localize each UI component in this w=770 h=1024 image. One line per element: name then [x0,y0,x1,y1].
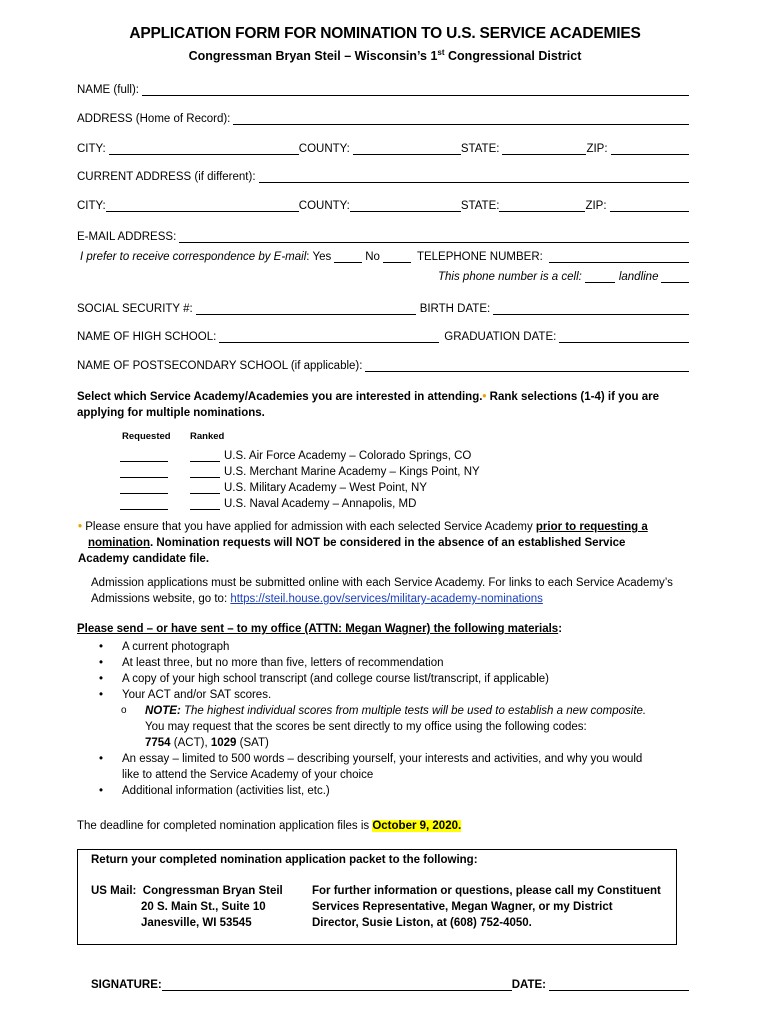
footnote-marker: • [78,521,83,533]
materials-list [77,639,689,799]
list-item [77,639,689,655]
current-city-row [77,196,689,212]
landline-label: landline [618,271,659,283]
yes-field[interactable] [334,250,362,263]
list-item [77,655,689,671]
ranked-field[interactable] [190,465,220,478]
email-row [77,227,689,243]
name-label: NAME (full): [77,84,139,96]
current-address-label: CURRENT ADDRESS (if different): [77,171,256,183]
current-city-label: CITY: [77,200,106,212]
requested-field[interactable] [120,465,168,478]
landline-field[interactable] [661,270,689,283]
high-school-field[interactable] [219,330,439,343]
selection-instructions [77,389,689,421]
signature-field[interactable] [162,978,512,991]
high-school-row [77,327,689,343]
current-city-field[interactable] [106,199,299,212]
list-item-text: At least three, but no more than five, letters of recommendation [122,657,444,669]
contact-info: For further information or questions, please call my Constituent Services Representative, Megan Wagner, or my District Director, Susie Liston, at (608) 752-4050. [312,885,661,929]
ranked-field[interactable] [190,449,220,462]
notice-warning: . Nomination requests will NOT be considered in the absence of an established Service Academy candidate file. [78,537,626,565]
essay-text-cont: like to attend the Service Academy of your choice [122,769,374,781]
bullet: • [99,673,104,685]
subtitle-tail: Congressional District [444,49,582,64]
application-notice [78,519,678,567]
requested-field[interactable] [120,497,168,510]
city-field[interactable] [109,142,299,155]
no-label: No [365,251,380,263]
academy-name: U.S. Merchant Marine Academy – Kings Point, NY [224,466,480,478]
list-sub-item [77,703,689,719]
sat-code-label: (SAT) [236,737,269,749]
subtitle-ordinal: st [437,48,445,57]
deadline-line [77,818,689,834]
note-label: NOTE: [145,705,181,717]
list-item [77,671,689,687]
postsecondary-label: NAME OF POSTSECONDARY SCHOOL (if applicable): [77,360,363,372]
date-label: DATE: [511,979,546,991]
zip-field[interactable] [611,142,689,155]
current-zip-label: ZIP: [585,200,607,212]
telephone-label: TELEPHONE NUMBER: [416,251,543,263]
requested-field[interactable] [120,449,168,462]
postsecondary-field[interactable] [365,359,689,372]
requested-field[interactable] [120,481,168,494]
academy-name: U.S. Naval Academy – Annapolis, MD [224,498,417,510]
state-label: STATE: [460,143,500,155]
name-row [77,80,689,96]
notice-emphasis-2: nomination [88,537,150,549]
admission-info [91,575,681,607]
address-row [77,109,689,125]
no-field[interactable] [383,250,411,263]
yes-label: : Yes [306,251,332,263]
postsecondary-row [77,356,689,372]
footnote-marker: • [482,391,487,403]
list-item-text: A copy of your high school transcript (and college course list/transcript, if applicable) [122,673,549,685]
essay-text: An essay – limited to 500 words – describing yourself, your interests and activities, and why you would [122,753,643,765]
bullet: • [99,785,104,797]
address-label: ADDRESS (Home of Record): [77,113,231,125]
graduation-date-field[interactable] [559,330,689,343]
deadline-date: October 9, 2020. [372,820,462,832]
score-codes [77,735,689,751]
mailing-address [91,883,283,931]
academy-row-military [120,478,427,494]
zip-label: ZIP: [586,143,608,155]
state-field[interactable] [502,142,586,155]
essay-continuation [77,767,689,783]
return-info-box [77,849,677,945]
telephone-field[interactable] [549,250,689,263]
sub-bullet: o [121,705,127,716]
return-box-title: Return your completed nomination application packet to the following: [91,854,478,866]
bullet: • [99,641,104,653]
list-item [77,783,689,799]
mail-label: US Mail: [91,885,137,897]
current-county-label: COUNTY: [298,200,350,212]
high-school-label: NAME OF HIGH SCHOOL: [77,331,217,343]
admission-text: Admission applications must be submitted online with each Service Academy. For links to each Service Academy’s Admissions website, go to: [91,577,673,605]
academy-name: U.S. Air Force Academy – Colorado Springs, CO [224,450,472,462]
ranked-field[interactable] [190,481,220,494]
academy-nominations-link[interactable]: https://steil.house.gov/services/military-academy-nominations [230,593,543,605]
list-item-text: Your ACT and/or SAT scores. [122,689,272,701]
subtitle-main: Congressman Bryan Steil – Wisconsin’s 1 [188,49,438,64]
academy-row-naval [120,494,416,510]
date-field[interactable] [549,978,689,991]
current-address-row [77,167,689,183]
selection-rank-text: Rank selections (1-4) if you are applying for multiple nominations. [77,391,660,419]
bullet: • [99,689,104,701]
current-address-field[interactable] [259,170,689,183]
email-label: E-MAIL ADDRESS: [77,231,177,243]
current-state-label: STATE: [460,200,500,212]
bullet: • [99,657,104,669]
additional-text: Additional information (activities list, etc.) [122,785,330,797]
ssn-row [77,299,689,315]
mail-name: Congressman Bryan Steil [142,885,283,897]
deadline-text: The deadline for completed nomination application files is [77,820,373,832]
act-code: 7754 [145,737,171,749]
academy-name: U.S. Military Academy – West Point, NY [224,482,428,494]
ranked-field[interactable] [190,497,220,510]
cell-label: This phone number is a cell: [438,271,582,283]
prefer-email-label: I prefer to receive correspondence by E-mail [80,251,307,263]
birth-date-label: BIRTH DATE: [419,303,491,315]
current-state-field[interactable] [499,199,585,212]
phone-type-row [438,267,689,283]
ssn-field[interactable] [196,302,416,315]
academy-row-merchant-marine [120,462,480,478]
birth-date-field[interactable] [493,302,689,315]
county-field[interactable] [353,142,461,155]
email-field[interactable] [179,230,689,243]
city-label: CITY: [77,143,106,155]
notice-text: Please ensure that you have applied for admission with each selected Service Academy [82,521,536,533]
materials-heading-colon: : [558,623,563,635]
signature-row [91,975,689,991]
bullet: • [99,753,104,765]
materials-heading [77,621,689,637]
address-field[interactable] [233,112,689,125]
graduation-date-label: GRADUATION DATE: [444,331,557,343]
act-code-label: (ACT), [170,737,211,749]
list-item-text: A current photograph [122,641,230,653]
list-item [77,751,689,767]
note-line-2: You may request that the scores be sent directly to my office using the following codes: [145,721,587,733]
academy-row-air-force [120,446,471,462]
notice-emphasis: prior to requesting a [535,521,648,533]
form-title: APPLICATION FORM FOR NOMINATION TO U.S. SERVICE ACADEMIES [129,25,641,42]
list-sub-item-continuation [77,719,689,735]
cell-field[interactable] [585,270,615,283]
list-item [77,687,689,703]
requested-header: Requested [122,431,171,442]
city-row [77,139,689,155]
ranked-header: Ranked [190,431,225,442]
signature-label: SIGNATURE: [91,979,162,991]
mail-city: Janesville, WI 53545 [141,917,252,929]
ssn-label: SOCIAL SECURITY #: [77,303,193,315]
selection-intro: Select which Service Academy/Academies you are interested in attending. [77,391,483,403]
name-field[interactable] [142,83,689,96]
note-text: The highest individual scores from multiple tests will be used to establish a new composite. [180,705,647,717]
preference-row [80,247,689,263]
sat-code: 1029 [210,737,237,749]
materials-heading-text: Please send – or have sent – to my office (ATTN: Megan Wagner) the following materials [77,623,559,635]
county-label: COUNTY: [298,143,350,155]
form-subtitle [0,48,770,63]
current-county-field[interactable] [350,199,461,212]
mail-street: 20 S. Main St., Suite 10 [141,901,266,913]
current-zip-field[interactable] [610,199,689,212]
